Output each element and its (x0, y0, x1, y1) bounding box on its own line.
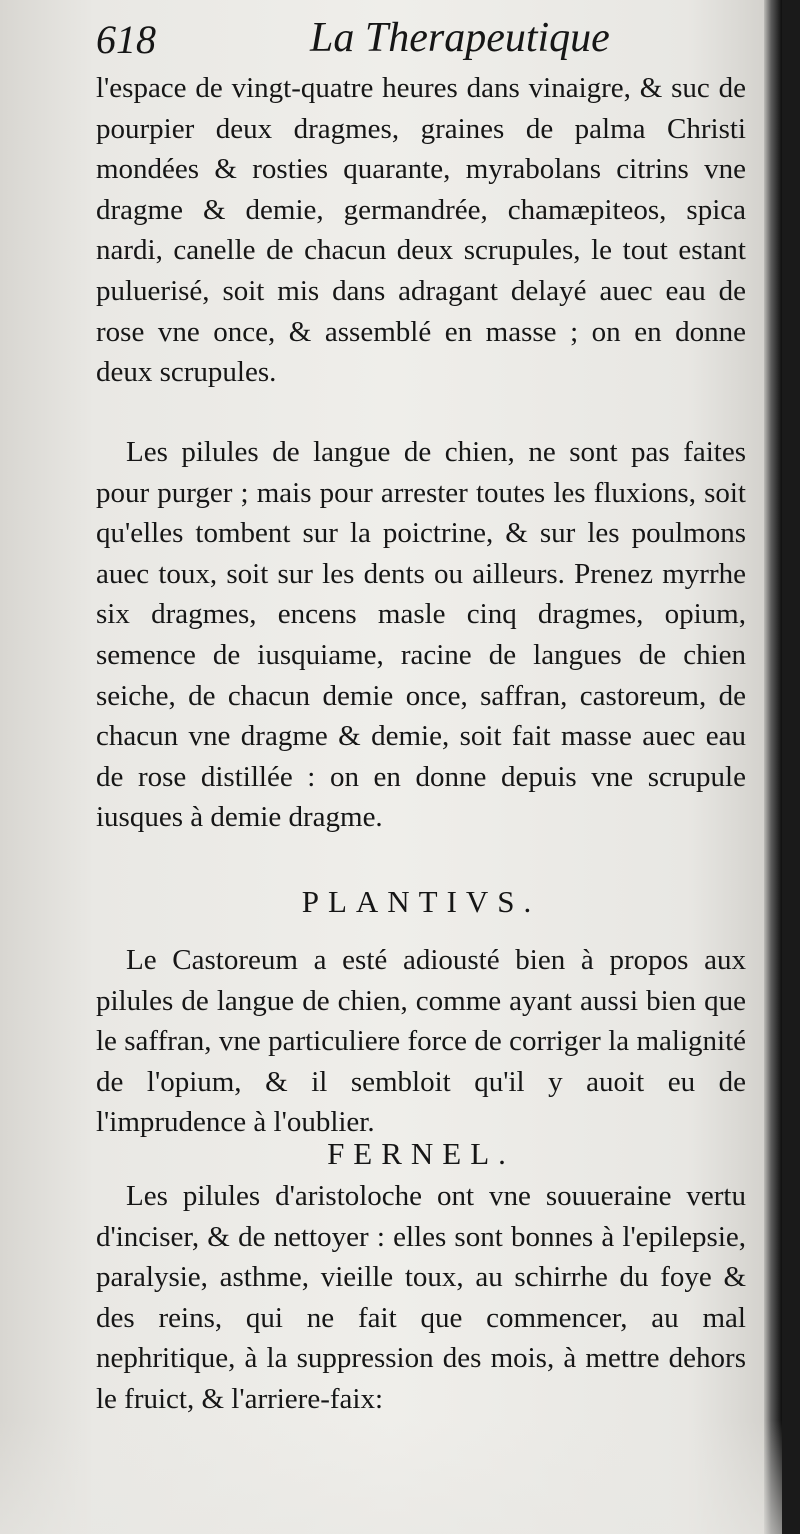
plantius-text: Le Castoreum a esté adiousté bien à propos aux pilules de langue de chien, comme ayant aussi bien que le saffran, vne particuliere force de corriger la malignité de l'opium, & il sembloit qu'il y auoit eu de l'imprudence à l'oublier. (96, 944, 746, 1139)
heading-fernel: FERNEL. (327, 1136, 515, 1171)
heading-plantius: PLANTIVS. (301, 884, 541, 919)
plantius-paragraph (96, 940, 746, 1143)
bottom-margin (0, 1420, 782, 1534)
langue-de-chien-paragraph (96, 432, 746, 838)
langue-de-chien-text: Les pilules de langue de chien, ne sont pas faites pour purger ; mais pour arrester toutes les fluxions, soit qu'elles tombent sur la poictrine, & sur les poulmons auec toux, soit sur les dents ou ailleurs. Prenez myrrhe six dragmes, encens masle cinq dragmes, opium, semence de iusquiame, racine de langues de chien seiche, de chacun demie once, saffran, castoreum, de chacun vne dragme & demie, soit fait masse auec eau de rose distillée : on en donne depuis vne scrupule iusques à demie dragme. (96, 436, 746, 834)
continuation-text: l'espace de vingt-quatre heures dans vinaigre, & suc de pourpier deux dragmes, graines de palma Christi mondées & rosties quarante, myrabolans citrins vne dragme & demie, germandrée, chamæpiteos, spica nardi, canelle de chacun deux scrupules, le tout estant puluerisé, soit mis dans adragant delayé auec eau de rose vne once, & assemblé en masse ; on en donne deux scrupules. (96, 72, 746, 389)
fernel-paragraph (96, 1176, 746, 1420)
fernel-text: Les pilules d'aristoloche ont vne souueraine vertu d'inciser, & de nettoyer : elles sont bonnes à l'epilepsie, paralysie, asthme, vieille toux, au schirrhe du foye & des reins, qui ne fait que commencer, au mal nephritique, à la suppression des mois, à mettre dehors le fruict, & l'arriere-faix: (96, 1180, 746, 1415)
page-number: 618 (96, 17, 156, 62)
page-edge-shadow (764, 0, 782, 1534)
running-title: La Therapeutique (310, 15, 610, 61)
page-header (96, 6, 756, 64)
continuation-paragraph (96, 68, 746, 393)
